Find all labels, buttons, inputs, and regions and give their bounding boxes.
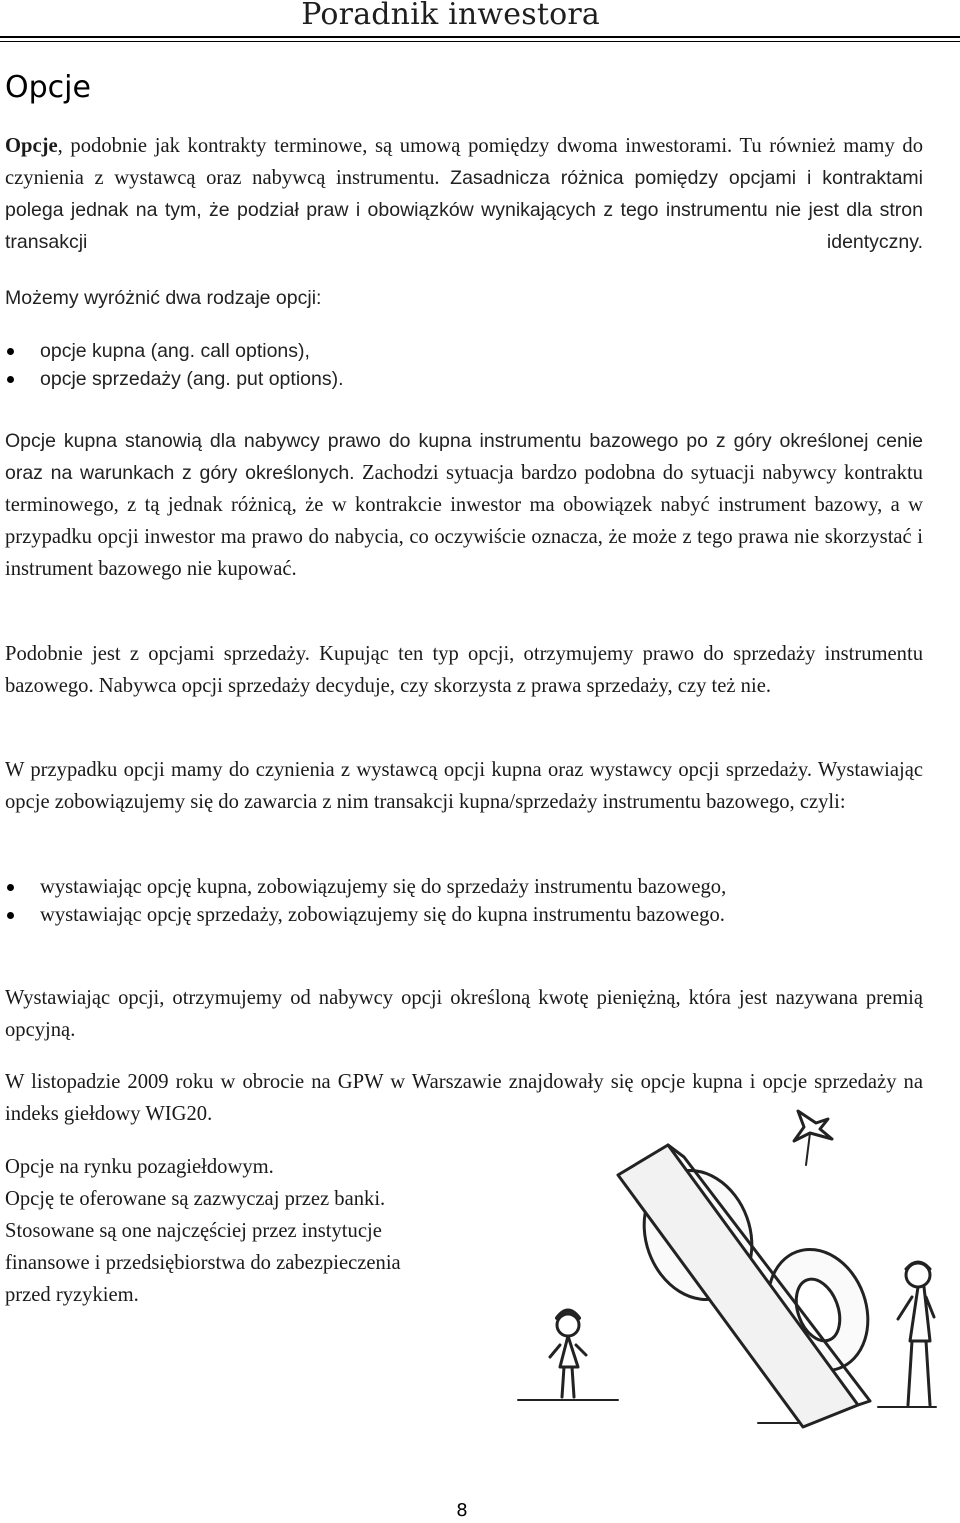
otc-line: przed ryzykiem. [5,1284,139,1306]
call-options-paragraph [5,425,923,585]
header-title: Poradnik inwestora [301,0,600,32]
intro-sans-text: Zasadnicza różnica pomiędzy opcjami i kontraktami polega jednak na tym, że podział praw i obowiązków wynikających z tego instrumentu nie jest dla stron transakcji identyczny. [5,167,923,253]
bullet-icon [7,348,14,355]
otc-line: finansowe i przedsiębiorstwa do zabezpieczenia [5,1252,401,1274]
premium-paragraph: Wystawiając opcji, otrzymujemy od nabywcy opcji określoną kwotę pieniężną, która jest nazywana premią opcyjną. [5,987,923,1041]
bullet-icon [7,884,14,891]
option-types-list [0,337,344,393]
gpw-paragraph: W listopadzie 2009 roku w obrocie na GPW w Warszawie znajdowały się opcje kupna i opcje sprzedaży na indeks giełdowy WIG20. [5,1071,923,1125]
page-number: 8 [456,1500,468,1521]
intro-text: , podobnie jak kontrakty terminowe, są umową pomiędzy dwoma inwestorami. Tu również mamy do czynienia z wystawcą oraz nabywcą instrumentu. [5,135,923,189]
percent-sign-illustration [498,1105,938,1435]
header-rule [0,36,960,38]
bullet-icon [7,376,14,383]
writer-paragraph: W przypadku opcji mamy do czynienia z wystawcą opcji kupna oraz wystawcy opcji sprzedaży. Wystawiając opcje zobowiązujemy się do zawarcia z nim transakcji kupna/sprzedaży instrumentu bazowego, czyli: [5,759,923,813]
header-rule-thin [0,41,960,42]
writer-obligations-list [0,873,726,929]
intro-paragraph [5,130,923,258]
intro-bold-term: Opcje [5,135,58,157]
otc-line: Opcję te oferowane są zazwyczaj przez banki. [5,1188,386,1210]
list-item: wystawiając opcję kupna, zobowiązujemy się do sprzedaży instrumentu bazowego, [0,873,726,901]
call-serif-text: Zachodzi sytuacja bardzo podobna do sytuacji nabywcy kontraktu terminowego, z tą jednak różnicą, że w kontrakcie inwestor ma obowiązek nabyć instrument bazowy, a w przypadku opcji inwestor ma prawo do nabycia, co oczywiście oznacza, że może z tego prawa nie skorzystać i instrument bazowego nie kupować. [5,462,923,580]
section-title: Opcje [5,70,91,105]
types-intro: Możemy wyróżnić dwa rodzaje opcji: [5,287,322,309]
list-item: opcje sprzedaży (ang. put options). [0,365,344,393]
put-options-paragraph: Podobnie jest z opcjami sprzedaży. Kupując ten typ opcji, otrzymujemy prawo do sprzedaży instrumentu bazowego. Nabywca opcji sprzedaży decyduje, czy skorzysta z prawa sprzedaży, czy też nie. [5,643,923,697]
list-item: opcje kupna (ang. call options), [0,337,344,365]
otc-line: Stosowane są one najczęściej przez instytucje [5,1220,382,1242]
otc-paragraph [5,1151,485,1311]
bullet-icon [7,912,14,919]
otc-line: Opcje na rynku pozagiełdowym. [5,1156,274,1178]
list-item: wystawiając opcję sprzedaży, zobowiązujemy się do kupna instrumentu bazowego. [0,901,726,929]
call-sans-text: Opcje kupna stanowią dla nabywcy prawo do kupna instrumentu bazowego po z góry określonej cenie oraz na warunkach z góry określonych. [5,430,923,484]
